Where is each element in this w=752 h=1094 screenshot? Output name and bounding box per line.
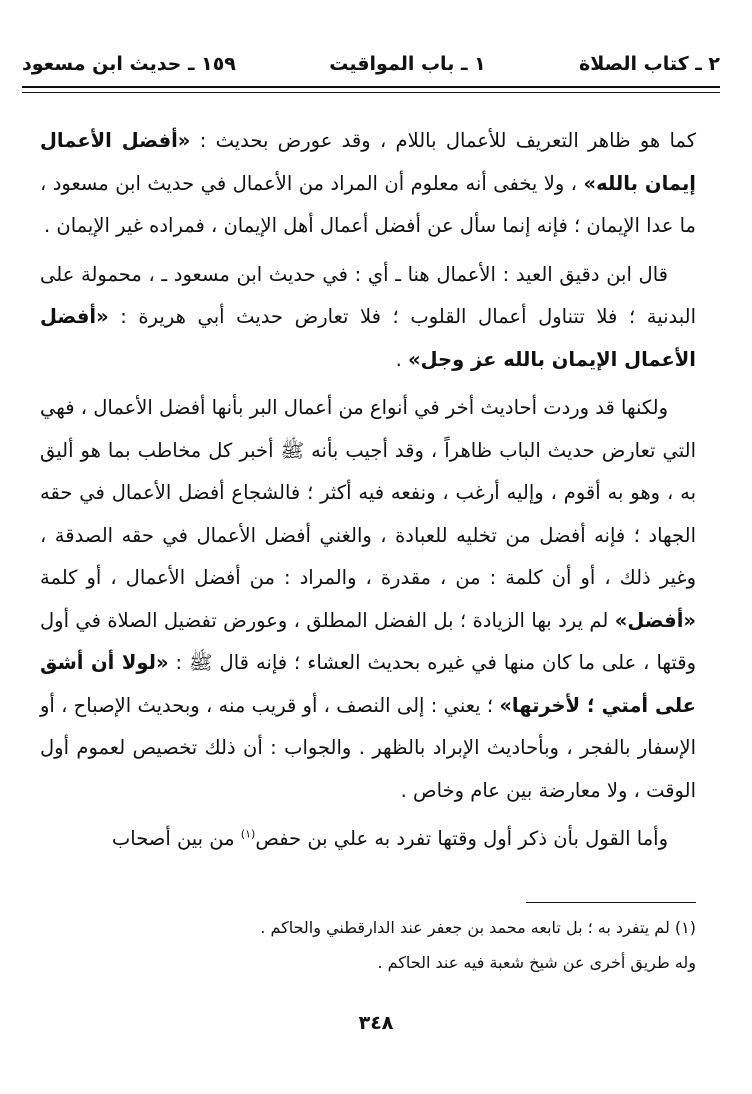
footnotes bbox=[40, 910, 696, 980]
hadith-quote: «أفضل الأعمال إيمان بالله» bbox=[40, 129, 696, 195]
footnote-1-continued: وله طريق أخرى عن شيخ شعبة فيه عند الحاكم . bbox=[377, 953, 696, 972]
paragraph-text: ولكنها قد وردت أحاديث أخر في أنواع من أعمال البر بأنها أفضل الأعمال ، فهي التي تعارض حديث الباب ظاهراً ، وقد أجيب بأنه ﷺ أخبر كل مخاطب بما هو أليق به ، وهو به أقوم ، وإليه أرغب ، ونفعه فيه أكثر ؛ فالشجاع أفضل الأعمال في حقه الجهاد ؛ فإنه أفضل من تخليه للعبادة ، والغني أفضل الأعمال في حقه الصدقة ، وغير ذلك ، أو أن كلمة : من ، مقدرة ، والمراد : من أفضل الأعمال ، أو كلمة bbox=[40, 396, 696, 589]
footnote-divider bbox=[526, 902, 696, 903]
paragraph-text: ، ولا يخفى أنه معلوم أن المراد من الأعمال في حديث ابن مسعود ، ما عدا الإيمان ؛ فإنه إنما سأل عن أفضل أعمال أهل الإيمان ، فمراده غير الإيمان . bbox=[40, 171, 696, 237]
header-hadith: ١٥٩ ـ حديث ابن مسعود bbox=[22, 53, 236, 75]
paragraph-3 bbox=[40, 387, 696, 812]
paragraph-text: كما هو ظاهر التعريف للأعمال باللام ، وقد عورض بحديث : bbox=[190, 129, 696, 152]
paragraph-1 bbox=[40, 120, 696, 248]
footnote-marker[interactable]: (١) bbox=[240, 827, 256, 841]
paragraph-text: لم يرد بها الزيادة ؛ بل الفضل المطلق ، وعورض تفضيل الصلاة في أول وقتها ، على ما كان منها في غيره بحديث العشاء ؛ فإنه قال ﷺ : bbox=[40, 608, 696, 674]
hadith-quote: «أفضل» bbox=[614, 608, 696, 632]
paragraph-text: وأما القول بأن ذكر أول وقتها تفرد به علي بن حفص bbox=[255, 827, 668, 850]
paragraph-text: قال ابن دقيق العيد : الأعمال هنا ـ أي : في حديث ابن مسعود ـ ، محمولة على البدنية ؛ فلا تتناول أعمال القلوب ؛ فلا تعارض حديث أبي هريرة : bbox=[40, 262, 696, 328]
footnote-1: (١) لم يتفرد به ؛ بل تابعه محمد بن جعفر عند الدارقطني والحاكم . bbox=[260, 918, 696, 937]
page-number: ٣٤٨ bbox=[358, 1012, 394, 1034]
header-chapter: ٢ ـ كتاب الصلاة bbox=[579, 53, 720, 75]
paragraph-4 bbox=[40, 818, 696, 861]
paragraph-2 bbox=[40, 254, 696, 382]
main-text bbox=[40, 120, 696, 861]
header-section: ١ ـ باب المواقيت bbox=[329, 53, 486, 75]
hadith-quote: «لولا أن أشق على أمتي ؛ لأخرتها» bbox=[40, 651, 696, 717]
header-divider bbox=[22, 86, 720, 93]
running-header bbox=[22, 44, 720, 84]
hadith-quote: «أفضل الأعمال الإيمان بالله عز وجل» bbox=[40, 305, 696, 371]
paragraph-text: من بين أصحاب bbox=[111, 827, 241, 850]
paragraph-text: ؛ يعني : إلى النصف ، أو قريب منه ، وبحديث الإصباح ، أو الإسفار بالفجر ، وبأحاديث الإبراد بالظهر . والجواب : أن ذلك تخصيص لعموم أول الوقت ، ولا معارضة بين عام وخاص . bbox=[40, 693, 696, 802]
paragraph-text: . bbox=[395, 347, 409, 371]
